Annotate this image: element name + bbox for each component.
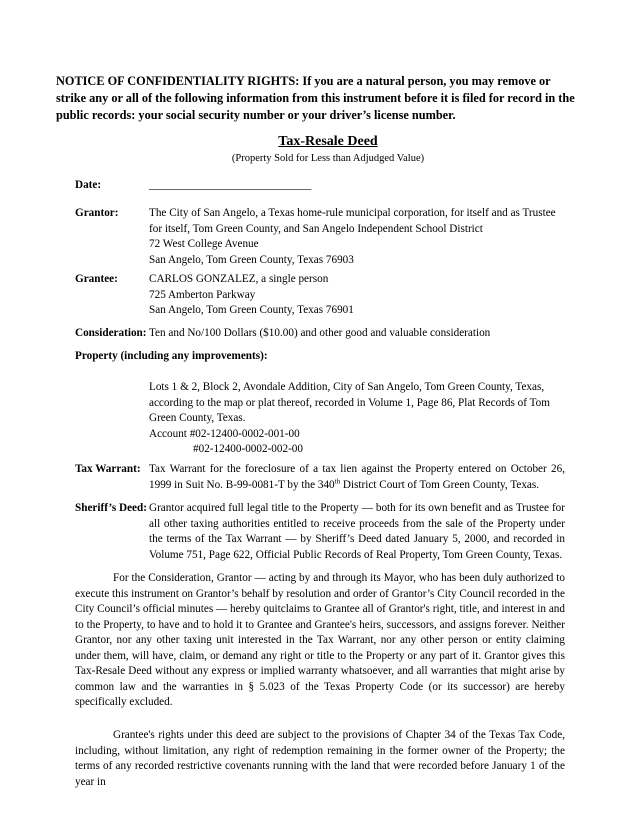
grantee-line: San Angelo, Tom Green County, Texas 76901 <box>149 304 354 316</box>
grantee-label: Grantee: <box>75 273 118 285</box>
property-legal-description <box>149 380 565 458</box>
consideration-field <box>75 326 565 342</box>
grantee-line: 725 Amberton Parkway <box>149 288 256 301</box>
quitclaim-paragraph: For the Consideration, Grantor — acting by and through its Mayor, who has been duly authorized to execute this instrument on Grantor’s behalf by resolution and order of Grantor’s City Council recorded in the City Council’s official minutes — hereby quitclaims to Grantee all of Grantor's right, title, and interest in and to the Property, to have and to hold it to Grantee and Grantee's heirs, successors, and assigns forever. Neither Grantor, nor any other taxing unit interested in the Tax Warrant, nor any other person or entity claiming under them, will have, claim, or demand any right or title to the Property or any part of it. Grantor gives this Tax-Resale Deed without any express or implied warranty whatsoever, and all warranties that might arise by common law and the warranties in § 5.023 of the Texas Property Code (or its successor) are hereby specifically excluded. <box>75 572 565 708</box>
tax-warrant-field <box>75 462 565 493</box>
title-block <box>0 134 638 164</box>
date-blank: _____________________________ <box>149 179 312 191</box>
grantor-line: The City of San Angelo, a Texas home-rule municipal corporation, for itself and as Trustee <box>149 207 556 219</box>
grantee-line: CARLOS GONZALEZ, a single person <box>149 273 329 285</box>
document-title: Tax-Resale Deed <box>278 134 378 149</box>
sheriffs-deed-text: Grantor acquired full legal title to the Property — both for its own benefit and as Trustee for all other taxing authorities entitled to receive proceeds from the sale of the Property under the terms of the Tax Warrant — by Sheriff’s Deed dated January 5, 2000, and recorded in Volume 751, Page 622, Official Public Records of Real Property, Tom Green County, Texas. <box>149 502 565 561</box>
grantor-field <box>75 206 565 268</box>
grantee-field <box>75 272 565 319</box>
grantee-rights-paragraph: Grantee's rights under this deed are subject to the provisions of Chapter 34 of the Texas Tax Code, including, without limitation, any right of redemption remaining in the former owner of the Property; the terms of any recorded restrictive covenants running with the land that were recorded before January 1 of the year in <box>75 729 565 788</box>
sheriffs-deed-label: Sheriff’s Deed: <box>75 502 147 514</box>
document-subtitle: (Property Sold for Less than Adjudged Value) <box>231 153 425 164</box>
grantor-line: San Angelo, Tom Green County, Texas 76903 <box>149 253 354 266</box>
confidentiality-notice: NOTICE OF CONFIDENTIALITY RIGHTS: If you are a natural person, you may remove or strike any or all of the following information from this instrument before it is filed for record in the public records: your social security number or your driver’s license number. <box>56 74 575 122</box>
account-number: Account #02-12400-0002-001-00 <box>149 427 300 440</box>
tax-warrant-text: Tax Warrant for the foreclosure of a tax lien against the Property entered on October 26, 1999 in Suit No. B-99-0081-T by the 340th District Court of Tom Green County, Texas. <box>149 463 565 491</box>
date-label: Date: <box>75 179 102 191</box>
consideration-value: Ten and No/100 Dollars ($10.00) and other good and valuable consideration <box>149 327 491 339</box>
account-number: #02-12400-0002-002-00 <box>193 443 303 455</box>
consideration-label: Consideration: <box>75 327 147 339</box>
grantor-label: Grantor: <box>75 207 119 219</box>
tax-warrant-label: Tax Warrant: <box>75 463 141 475</box>
property-label: Property (including any improvements): <box>75 350 268 362</box>
date-field <box>75 178 565 194</box>
legal-description: Lots 1 & 2, Block 2, Avondale Addition, City of San Angelo, Tom Green County, Texas, according to the map or plat thereof, recorded in Volume 1, Page 86, Plat Records of Tom Green County, Texas. <box>149 381 550 424</box>
grantor-line: 72 West College Avenue <box>149 238 259 250</box>
grantor-line: for itself, Tom Green County, and San Angelo Independent School District <box>149 222 483 235</box>
sheriffs-deed-field <box>75 501 565 563</box>
